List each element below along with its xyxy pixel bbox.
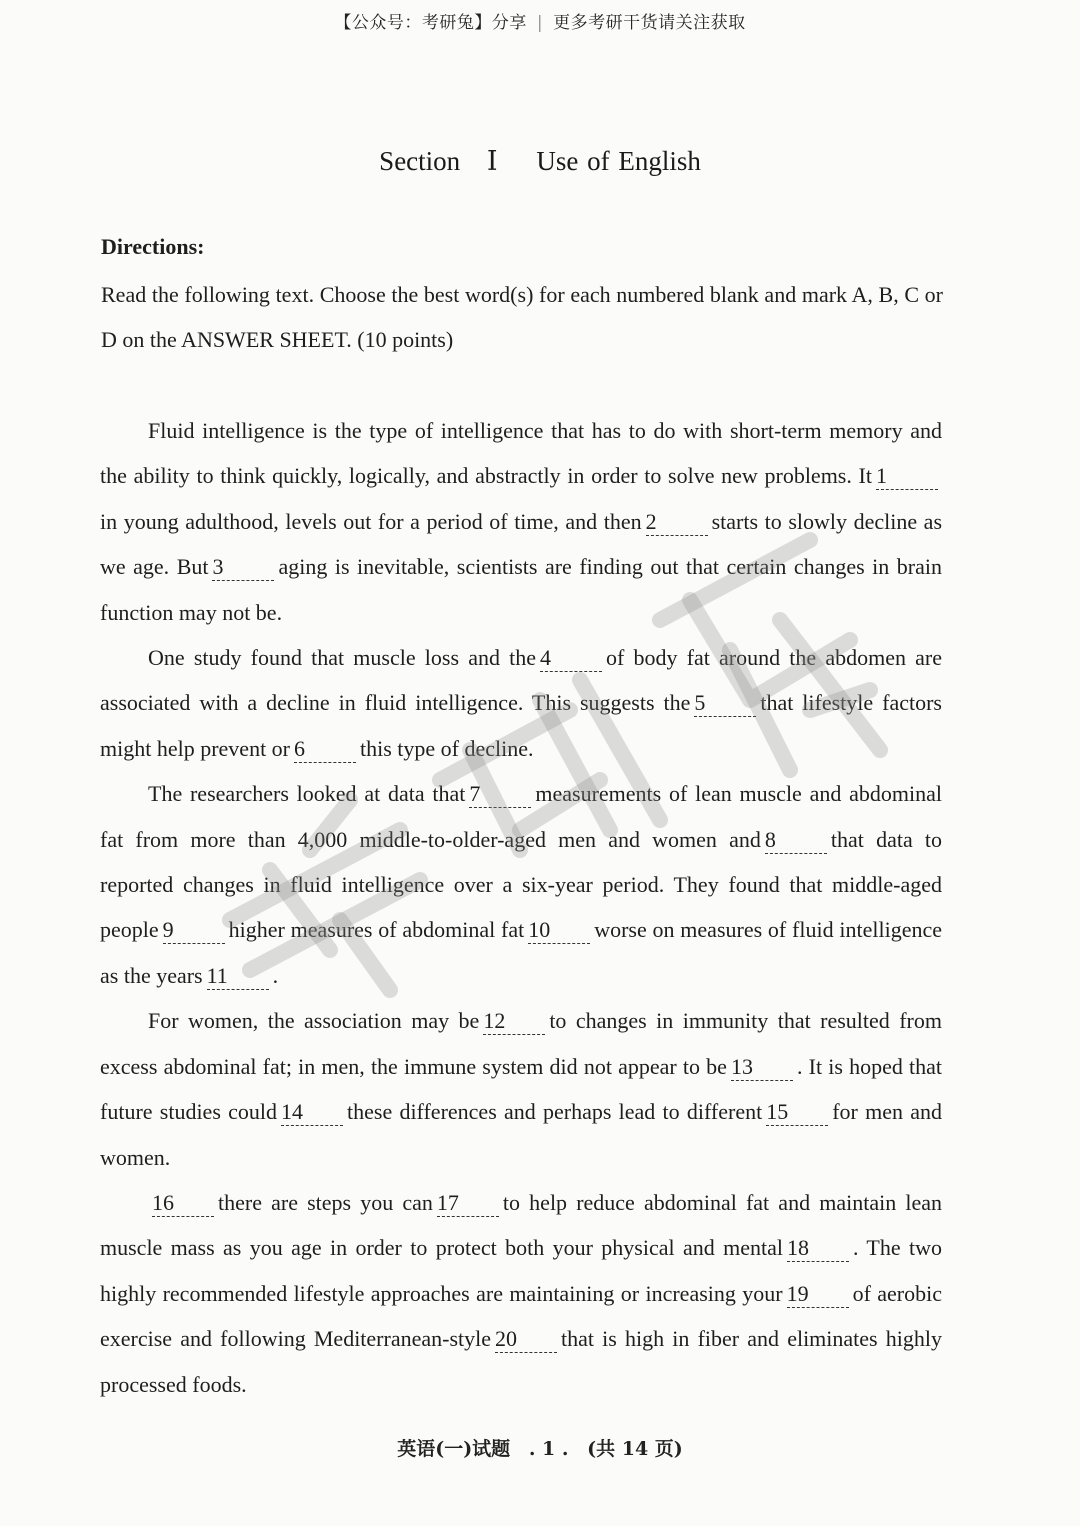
blank-9: 9 [163, 917, 225, 944]
banner-left: 【公众号：考研兔】分享 [334, 13, 527, 33]
paragraph-2 [100, 635, 942, 771]
blank-10: 10 [528, 917, 590, 944]
directions-text: Read the following text. Choose the best word(s) for each numbered blank and mark A, B, C or D on the ANSWER SHEET. (10 points) [101, 282, 943, 352]
passage-text: there are steps you can [218, 1189, 433, 1215]
blank-4: 4 [540, 645, 602, 672]
blank-17: 17 [437, 1190, 499, 1217]
passage-text: starts to slowly decline as we age. But [100, 508, 942, 580]
passage-text: Fluid intelligence is the type of intelligence that has to do with short-term memory and the ability to think quickly, logically, and abstractly in order to solve new problems. It [100, 418, 942, 489]
paragraph-3 [100, 771, 942, 998]
footer-subject: 英语(一)试题 [397, 1438, 511, 1460]
banner-separator: | [536, 13, 544, 33]
paragraph-5 [100, 1180, 942, 1407]
blank-3: 3 [212, 554, 274, 581]
passage [100, 408, 942, 1407]
passage-text: of aerobic exercise and following Mediterranean-style [100, 1280, 943, 1352]
passage-text: . It is hoped that future studies could [100, 1053, 942, 1125]
blank-2: 2 [646, 509, 708, 536]
footer-page: . 1 . [528, 1438, 569, 1460]
blank-20: 20 [495, 1326, 557, 1353]
passage-text: to changes in immunity that resulted from excess abdominal fat; in men, the immune system did not appear to be [100, 1008, 942, 1079]
paragraph-4 [100, 998, 942, 1180]
passage-text: . [272, 962, 279, 988]
section-numeral: Ⅰ [486, 146, 498, 176]
passage-text: that lifestyle factors might help prevent or [100, 690, 942, 761]
blank-13: 13 [731, 1054, 793, 1081]
header-banner [0, 8, 1080, 33]
blank-11: 11 [207, 963, 269, 990]
passage-text: higher measures of abdominal fat [228, 917, 525, 943]
blank-8: 8 [765, 827, 827, 854]
banner-right: 更多考研干货请关注获取 [553, 13, 746, 33]
passage-text: that is high in fiber and eliminates highly processed foods. [100, 1326, 942, 1397]
directions-heading: Directions: [101, 234, 205, 259]
paragraph-1 [100, 408, 942, 635]
passage-text: in young adulthood, levels out for a period of time, and then [100, 508, 642, 534]
blank-19: 19 [787, 1281, 849, 1308]
section-label: Section [379, 146, 461, 176]
blank-12: 12 [483, 1008, 545, 1035]
blank-1: 1 [876, 463, 938, 490]
passage-text: . The two highly recommended lifestyle approaches are maintaining or increasing your [100, 1235, 942, 1306]
blank-14: 14 [281, 1099, 343, 1126]
passage-text: these differences and perhaps lead to different [347, 1099, 763, 1125]
passage-text: aging is inevitable, scientists are finding out that certain changes in brain function may not be. [100, 554, 943, 625]
blank-6: 6 [294, 736, 356, 763]
passage-text: One study found that muscle loss and the [148, 645, 536, 671]
footer-total: (共 14 页) [587, 1438, 683, 1460]
blank-18: 18 [787, 1235, 849, 1262]
passage-text: to help reduce abdominal fat and maintain lean muscle mass as you age in order to protect both your physical and mental [100, 1189, 942, 1261]
passage-text: measurements of lean muscle and abdominal fat from more than 4,000 middle-to-older-aged men and women and [100, 781, 942, 852]
blank-15: 15 [766, 1099, 828, 1126]
passage-text: For women, the association may be [148, 1008, 480, 1034]
blank-7: 7 [469, 781, 531, 808]
passage-text: this type of decline. [360, 735, 534, 761]
passage-text: of body fat around the abdomen are associated with a decline in fluid intelligence. This suggests the [100, 645, 942, 716]
page-footer [0, 1434, 1080, 1461]
blank-5: 5 [694, 690, 756, 717]
passage-text: for men and women. [100, 1099, 942, 1170]
blank-16: 16 [152, 1190, 214, 1217]
passage-text: The researchers looked at data that [148, 781, 466, 807]
passage-text: worse on measures of fluid intelligence as the years [100, 917, 942, 988]
passage-text: that data to reported changes in fluid intelligence over a six-year period. They found that middle-aged people [100, 826, 943, 943]
section-heading: Use of English [536, 146, 701, 176]
section-title [0, 146, 1080, 177]
